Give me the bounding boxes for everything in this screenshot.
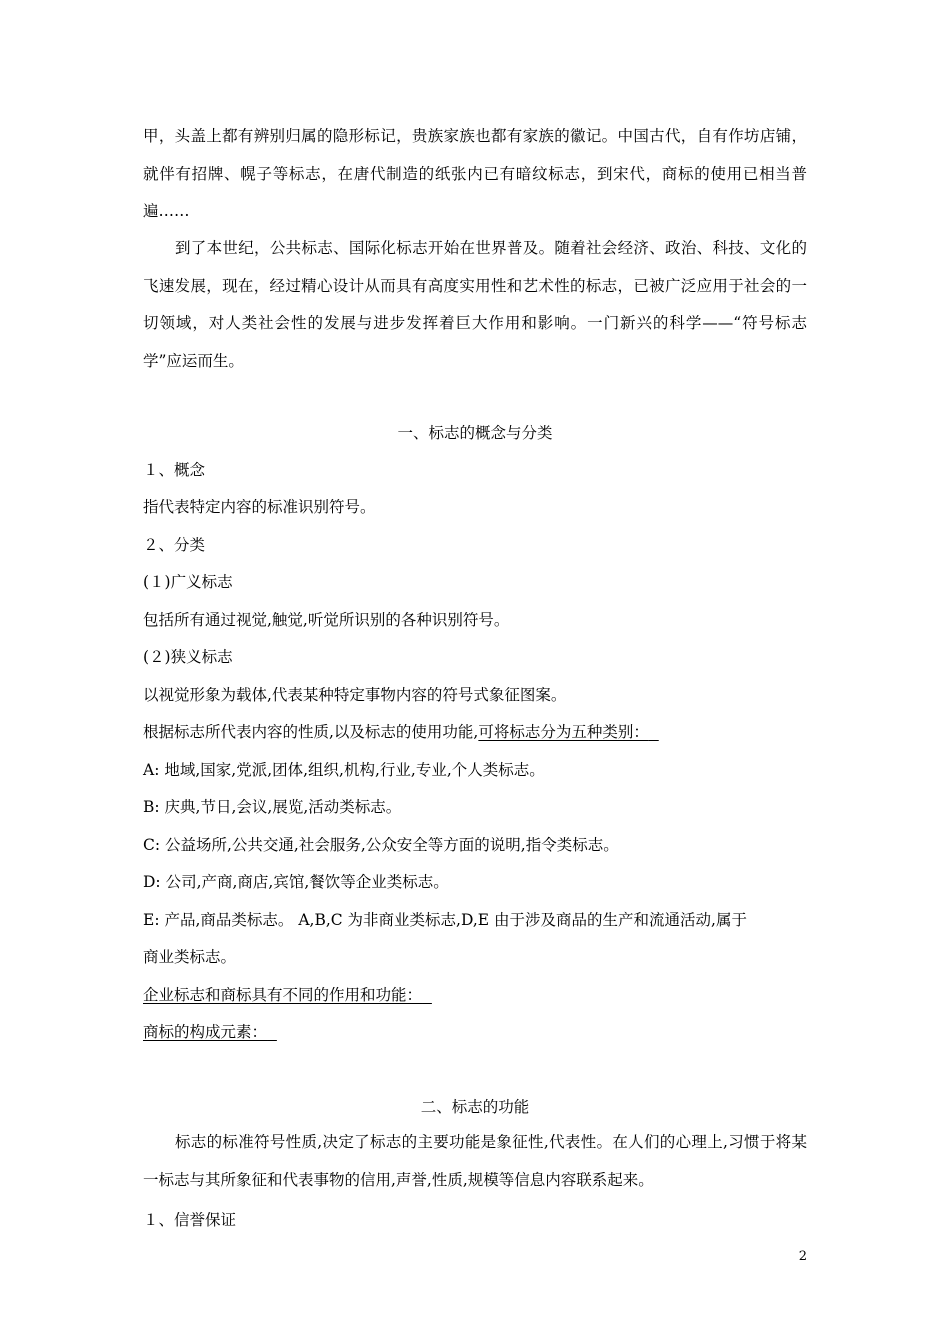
classification-heading: ２、分类 [143, 536, 206, 554]
narrow-sign-heading: (２)狭义标志 [143, 648, 233, 666]
broad-sign-text: 包括所有通过视觉,触觉,听觉所识别的各种识别符号。 [143, 611, 510, 629]
category-d: D: 公司,产商,商店,宾馆,餐饮等企业类标志。 [143, 873, 449, 891]
category-a: A: 地域,国家,党派,团体,组织,机构,行业,专业,个人类标志。 [143, 761, 545, 779]
classification-intro-text: 根据标志所代表内容的性质,以及标志的使用功能, [143, 723, 479, 741]
section-1-heading: 一、标志的概念与分类 [397, 424, 553, 442]
section-2-heading: 二、标志的功能 [420, 1098, 530, 1116]
category-e-line-1: E: 产品,商品类标志。 A,B,C 为非商业类标志,D,E 由于涉及商品的生产和流通活动,属于 [143, 911, 747, 929]
category-b: B: 庆典,节日,会议,展览,活动类标志。 [143, 798, 402, 816]
concept-heading: １、概念 [143, 461, 206, 479]
classification-intro-underlined: 可将标志分为五种类别： [478, 723, 649, 741]
broad-sign-heading: (１)广义标志 [143, 573, 233, 591]
underlined-heading-elements [143, 1022, 277, 1042]
narrow-sign-text: 以视觉形象为载体,代表某种特定事物内容的符号式象征图案。 [143, 686, 567, 704]
intro-paragraph-1: 甲，头盖上都有辨别归属的隐形标记，贵族家族也都有家族的徽记。中国古代，自有作坊店铺，就伴有招牌、幌子等标志，在唐代制造的纸张内已有暗纹标志，到宋代，商标的使用已相当普遍…… [143, 127, 807, 220]
underlined-heading-functions-text: 企业标志和商标具有不同的作用和功能： [143, 986, 423, 1004]
intro-paragraph-2: 到了本世纪，公共标志、国际化标志开始在世界普及。随着社会经济、政治、科技、文化的飞速发展，现在，经过精心设计从而具有高度实用性和艺术性的标志，已被广泛应用于社会的一切领域，对人类社会性的发展与进步发挥着巨大作用和影响。一门新兴的科学——“符号标志学”应运而生。 [143, 239, 807, 370]
concept-definition: 指代表特定内容的标准识别符号。 [143, 498, 376, 516]
underlined-heading-elements-text: 商标的构成元素： [143, 1023, 268, 1041]
credit-guarantee-heading: １、信誉保证 [143, 1211, 237, 1229]
page-number: 2 [798, 1249, 807, 1264]
classification-intro [143, 722, 659, 742]
category-c: C: 公益场所,公共交通,社会服务,公众安全等方面的说明,指令类标志。 [143, 836, 619, 854]
function-paragraph: 标志的标准符号性质,决定了标志的主要功能是象征性,代表性。在人们的心理上,习惯于将某一标志与其所象征和代表事物的信用,声誉,性质,规模等信息内容联系起来。 [143, 1133, 807, 1189]
underlined-heading-functions [143, 985, 432, 1005]
category-e-line-2: 商业类标志。 [143, 948, 237, 966]
